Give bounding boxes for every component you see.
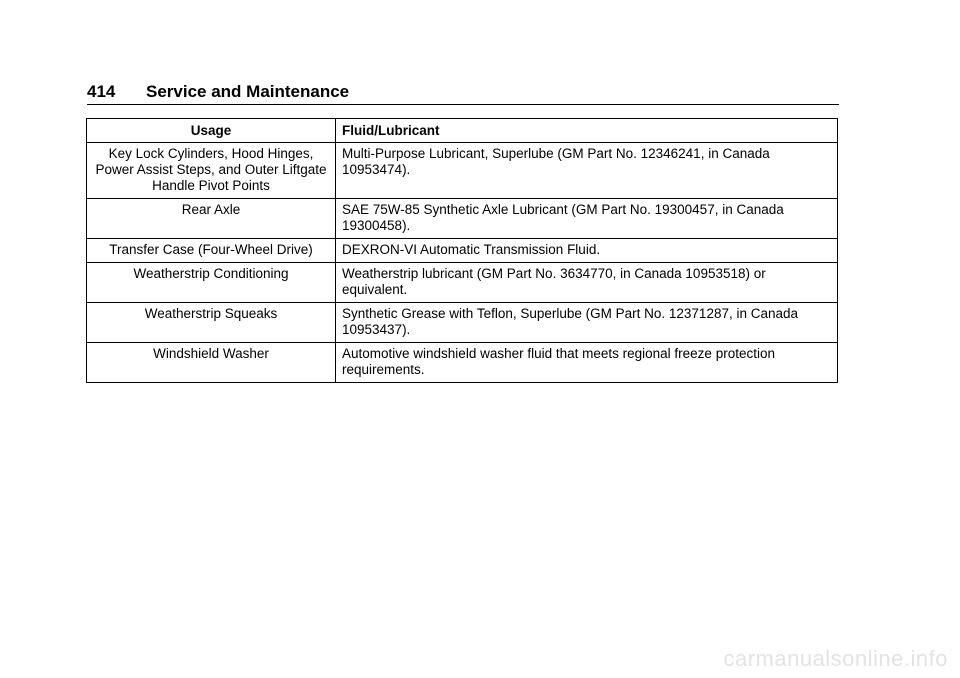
table-row [87, 239, 838, 263]
table-row [87, 263, 838, 303]
fluid-cell: Automotive windshield washer fluid that meets regional freeze protection requirements. [336, 343, 838, 383]
page-header [87, 82, 839, 105]
fluid-cell: Weatherstrip lubricant (GM Part No. 3634770, in Canada 10953518) or equivalent. [336, 263, 838, 303]
fluids-lubricants-table [86, 118, 838, 383]
watermark: carmanualsonline.info [723, 646, 948, 671]
usage-cell: Weatherstrip Conditioning [87, 263, 336, 303]
usage-cell: Rear Axle [87, 199, 336, 239]
table-row [87, 343, 838, 383]
column-header-fluid: Fluid/Lubricant [336, 119, 838, 143]
table-header-row [87, 119, 838, 143]
usage-cell: Key Lock Cylinders, Hood Hinges, Power Assist Steps, and Outer Liftgate Handle Pivot Points [87, 143, 336, 199]
table-row [87, 143, 838, 199]
page-number: 414 [87, 82, 116, 101]
table-row [87, 199, 838, 239]
usage-cell: Transfer Case (Four-Wheel Drive) [87, 239, 336, 263]
usage-cell: Windshield Washer [87, 343, 336, 383]
fluid-cell: DEXRON-VI Automatic Transmission Fluid. [336, 239, 838, 263]
section-title: Service and Maintenance [146, 82, 350, 101]
fluid-cell: SAE 75W-85 Synthetic Axle Lubricant (GM Part No. 19300457, in Canada 19300458). [336, 199, 838, 239]
column-header-usage: Usage [87, 119, 336, 143]
fluid-cell: Multi-Purpose Lubricant, Superlube (GM Part No. 12346241, in Canada 10953474). [336, 143, 838, 199]
table-row [87, 303, 838, 343]
fluid-cell: Synthetic Grease with Teflon, Superlube (GM Part No. 12371287, in Canada 10953437). [336, 303, 838, 343]
usage-cell: Weatherstrip Squeaks [87, 303, 336, 343]
